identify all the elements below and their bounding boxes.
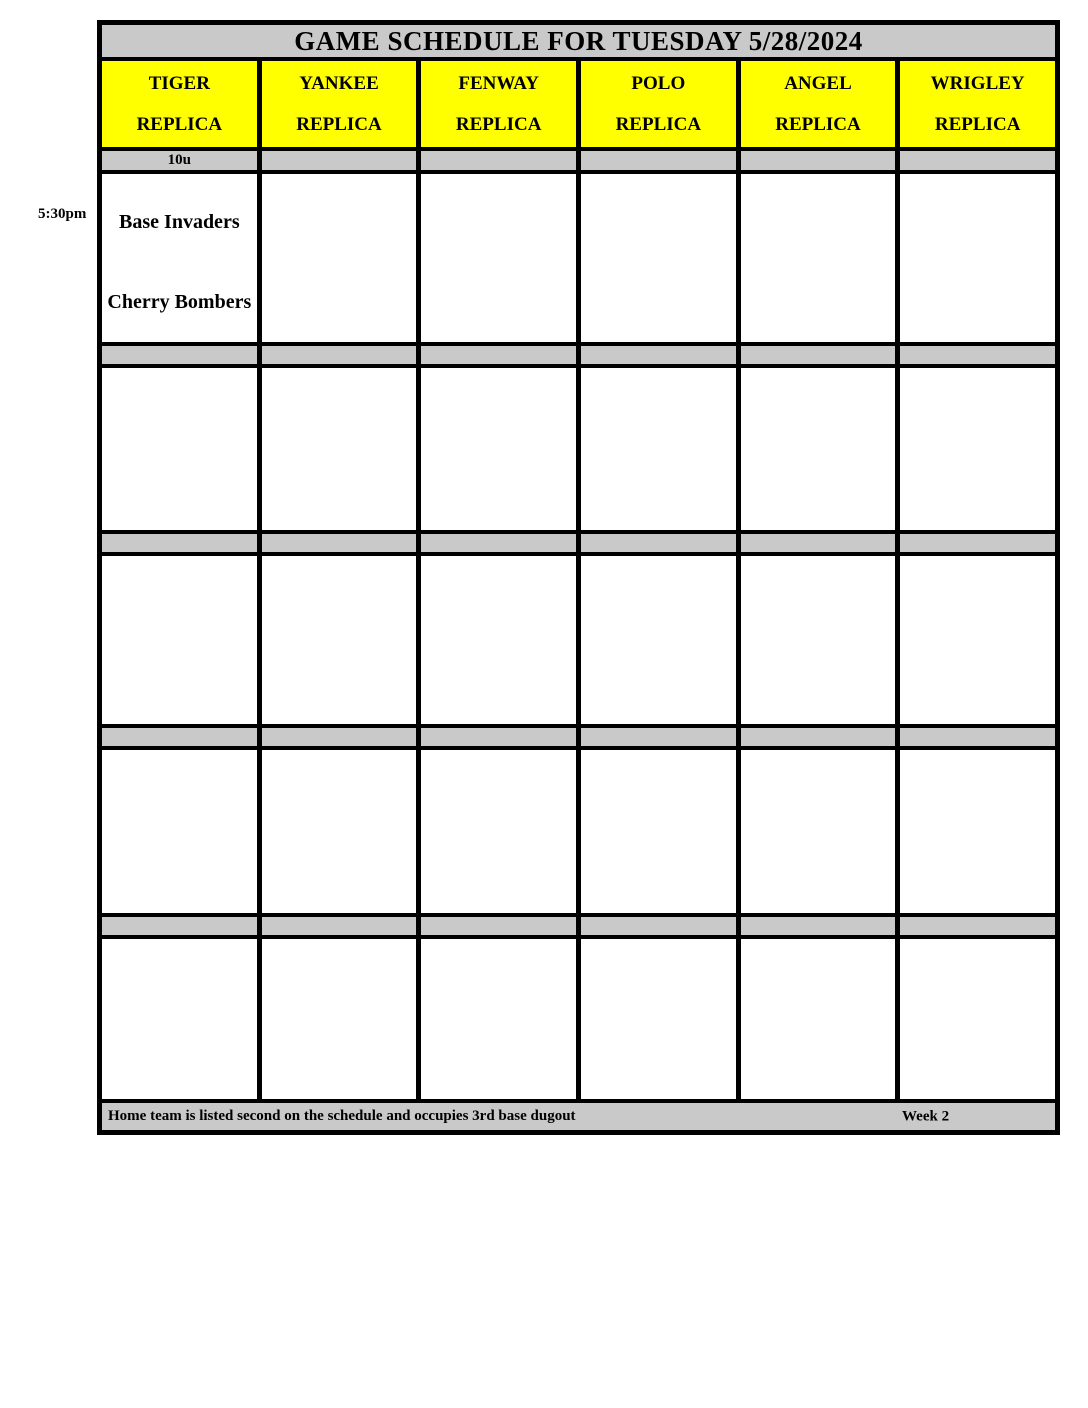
field-header-angel [741,61,896,147]
footer-row [102,1103,1055,1130]
game-time-label: 5:30pm [38,206,87,222]
divider-cell [741,534,896,552]
empty-game-cell [262,174,417,342]
empty-game-cell [262,368,417,530]
age-group-row [102,151,1055,170]
empty-game-cell [421,174,576,342]
empty-game-cell [102,939,257,1099]
divider-cell [102,534,257,552]
empty-game-cell [900,556,1055,724]
divider-cell [102,917,257,935]
divider-cell [581,534,736,552]
empty-game-cell [900,368,1055,530]
divider-cell [900,346,1055,364]
divider-cell [421,151,576,170]
empty-game-cell [102,750,257,913]
field-name: ANGEL [784,72,852,94]
empty-game-cell [900,750,1055,913]
empty-game-cell [421,750,576,913]
field-name: YANKEE [299,72,379,94]
divider-cell [262,917,417,935]
divider-cell [262,534,417,552]
empty-game-cell [900,174,1055,342]
field-header-fenway [421,61,576,147]
divider-cell [421,728,576,746]
field-name: TIGER [148,72,210,94]
game-row-530pm [102,174,1055,342]
field-sub: REPLICA [615,113,702,135]
schedule-table [97,20,1060,1135]
field-sub: REPLICA [775,113,861,135]
divider-row [102,728,1055,746]
empty-game-cell [421,368,576,530]
field-header-polo [581,61,736,147]
field-name: FENWAY [458,72,539,94]
week-label: Week 2 [902,1108,950,1124]
game-row [102,556,1055,724]
divider-cell [741,346,896,364]
empty-game-cell [741,368,896,530]
field-sub: REPLICA [296,113,382,135]
field-sub: REPLICA [455,113,542,135]
empty-game-cell [741,750,896,913]
field-header-yankee [262,61,417,147]
home-team: Cherry Bombers [107,291,252,313]
empty-game-cell [262,750,417,913]
empty-game-cell [581,368,736,530]
divider-row [102,346,1055,364]
game-row [102,939,1055,1099]
divider-cell [900,534,1055,552]
empty-game-cell [581,750,736,913]
field-name: WRIGLEY [930,72,1025,94]
divider-cell [581,151,736,170]
divider-cell [581,917,736,935]
footer-note: Home team is listed second on the schedule and occupies 3rd base dugout [108,1108,576,1124]
field-sub: REPLICA [934,113,1021,135]
game-row [102,368,1055,530]
page-title: GAME SCHEDULE FOR TUESDAY 5/28/2024 [102,25,1055,57]
divider-cell [741,728,896,746]
divider-cell [262,346,417,364]
away-team: Base Invaders [119,211,240,233]
title-row [102,25,1055,57]
divider-cell [900,728,1055,746]
empty-game-cell [262,939,417,1099]
empty-game-cell [102,368,257,530]
divider-row [102,917,1055,935]
divider-cell [741,917,896,935]
empty-game-cell [741,556,896,724]
divider-cell [900,917,1055,935]
empty-game-cell [262,556,417,724]
field-header-row [102,61,1055,147]
age-group-label: 10u [102,151,257,170]
divider-cell [262,151,417,170]
empty-game-cell [741,174,896,342]
field-name: POLO [631,72,686,94]
empty-game-cell [581,939,736,1099]
empty-game-cell [581,174,736,342]
empty-game-cell [421,556,576,724]
game-row [102,750,1055,913]
divider-cell [581,728,736,746]
empty-game-cell [900,939,1055,1099]
divider-cell [900,151,1055,170]
empty-game-cell [741,939,896,1099]
field-header-wrigley [900,61,1055,147]
divider-cell [102,346,257,364]
field-header-tiger [102,61,257,147]
footer-cell [102,1103,1055,1130]
divider-cell [741,151,896,170]
empty-game-cell [102,556,257,724]
divider-cell [421,917,576,935]
divider-cell [262,728,417,746]
divider-row [102,534,1055,552]
divider-cell [102,728,257,746]
empty-game-cell [581,556,736,724]
divider-cell [421,346,576,364]
divider-cell [581,346,736,364]
field-sub: REPLICA [136,113,223,135]
divider-cell [421,534,576,552]
game-cell-tiger [102,174,257,342]
empty-game-cell [421,939,576,1099]
